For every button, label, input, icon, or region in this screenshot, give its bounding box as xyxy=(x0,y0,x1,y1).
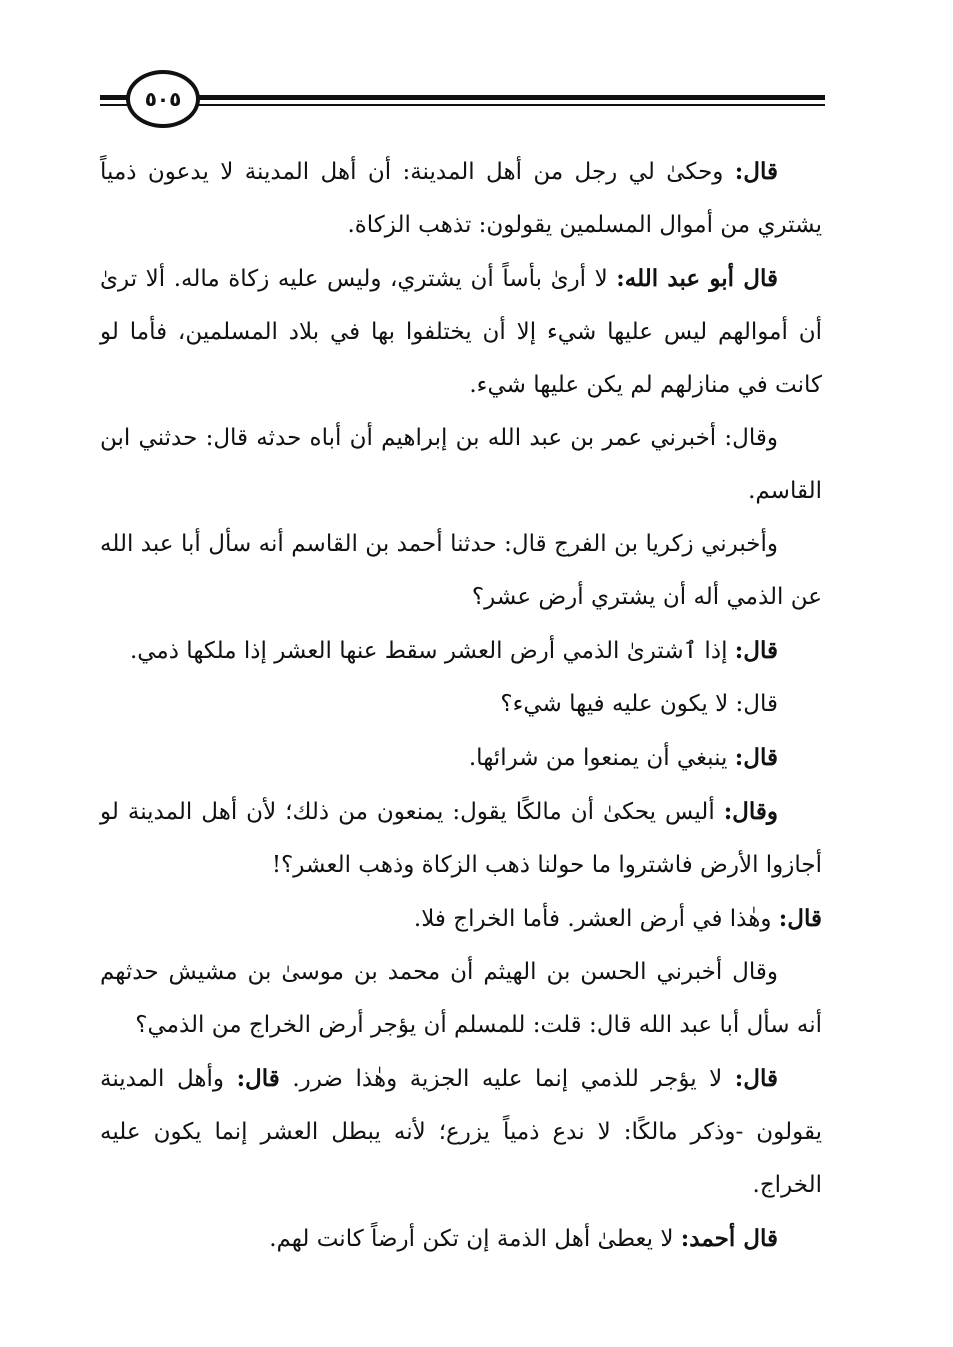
paragraph-text: وحكىٰ لي رجل من أهل المدينة: أن أهل المدينة لا يدعون ذمياً يشتري من أموال المسلمين يقولون: تذهب الزكاة. xyxy=(100,159,822,238)
paragraph-text: وهٰذا في أرض العشر. فأما الخراج فلا. xyxy=(413,906,779,932)
header-rule-thick xyxy=(100,95,825,100)
speaker-label: قال: xyxy=(734,744,778,771)
paragraph-2 xyxy=(100,252,822,412)
page-header xyxy=(100,70,825,130)
paragraph-text: وقال: أخبرني عمر بن عبد الله بن إبراهيم أن أباه حدثه قال: حدثني ابن القاسم. xyxy=(100,425,822,504)
speaker-label: قال: xyxy=(734,1065,778,1092)
paragraph-text: وأهل المدينة يقولون -وذكر مالكًا: لا ندع ذمياً يزرع؛ لأنه يبطل العشر إنما يكون عليه الخراج. xyxy=(100,1066,822,1198)
paragraph-3 xyxy=(100,412,822,518)
paragraph-11 xyxy=(100,1052,822,1212)
paragraph-8 xyxy=(100,785,822,892)
paragraph-text: ينبغي أن يمنعوا من شرائها. xyxy=(468,745,735,771)
paragraph-12 xyxy=(100,1212,822,1266)
speaker-label: قال: xyxy=(236,1065,280,1092)
page-body xyxy=(100,145,822,1266)
speaker-label: وقال: xyxy=(723,798,778,825)
speaker-label: قال: xyxy=(734,637,778,664)
paragraph-1 xyxy=(100,145,822,252)
paragraph-text: لا أرىٰ بأساً أن يشتري، وليس عليه زكاة ماله. ألا ترىٰ أن أموالهم ليس عليها شيء إلا أن يختلفوا بها في بلاد المسلمين، فأما لو كانت في منازلهم لم يكن عليها شيء. xyxy=(100,266,822,398)
speaker-label: قال: xyxy=(778,905,822,932)
paragraph-text: لا يعطىٰ أهل الذمة إن تكن أرضاً كانت لهم. xyxy=(269,1226,681,1252)
paragraph-text: لا يؤجر للذمي إنما عليه الجزية وهٰذا ضرر. xyxy=(279,1066,735,1092)
paragraph-text: أليس يحكىٰ أن مالكًا يقول: يمنعون من ذلك؛ لأن أهل المدينة لو أجازوا الأرض فاشتروا ما حولنا ذهب الزكاة وذهب العشر؟! xyxy=(100,799,822,878)
speaker-label: قال: xyxy=(734,158,778,185)
paragraph-4 xyxy=(100,518,822,624)
paragraph-text: وأخبرني زكريا بن الفرج قال: حدثنا أحمد بن القاسم أنه سأل أبا عبد الله عن الذمي أله أن يشتري أرض عشر؟ xyxy=(100,531,822,610)
header-rule-thin xyxy=(100,104,825,106)
paragraph-7 xyxy=(100,731,822,785)
paragraph-6 xyxy=(100,678,822,731)
paragraph-text: إذا ٱشترىٰ الذمي أرض العشر سقط عنها العشر إذا ملكها ذمي. xyxy=(129,638,735,664)
paragraph-text: وقال أخبرني الحسن بن الهيثم أن محمد بن موسىٰ بن مشيش حدثهم أنه سأل أبا عبد الله قال: قلت: للمسلم أن يؤجر أرض الخراج من الذمي؟ xyxy=(100,959,822,1038)
page-number: ٥٠٥ xyxy=(126,70,200,128)
speaker-label: قال أحمد: xyxy=(680,1225,778,1252)
paragraph-text: قال: لا يكون عليه فيها شيء؟ xyxy=(500,691,778,717)
paragraph-5 xyxy=(100,624,822,678)
paragraph-10 xyxy=(100,946,822,1052)
paragraph-9 xyxy=(100,892,822,946)
speaker-label: قال أبو عبد الله: xyxy=(616,265,778,292)
